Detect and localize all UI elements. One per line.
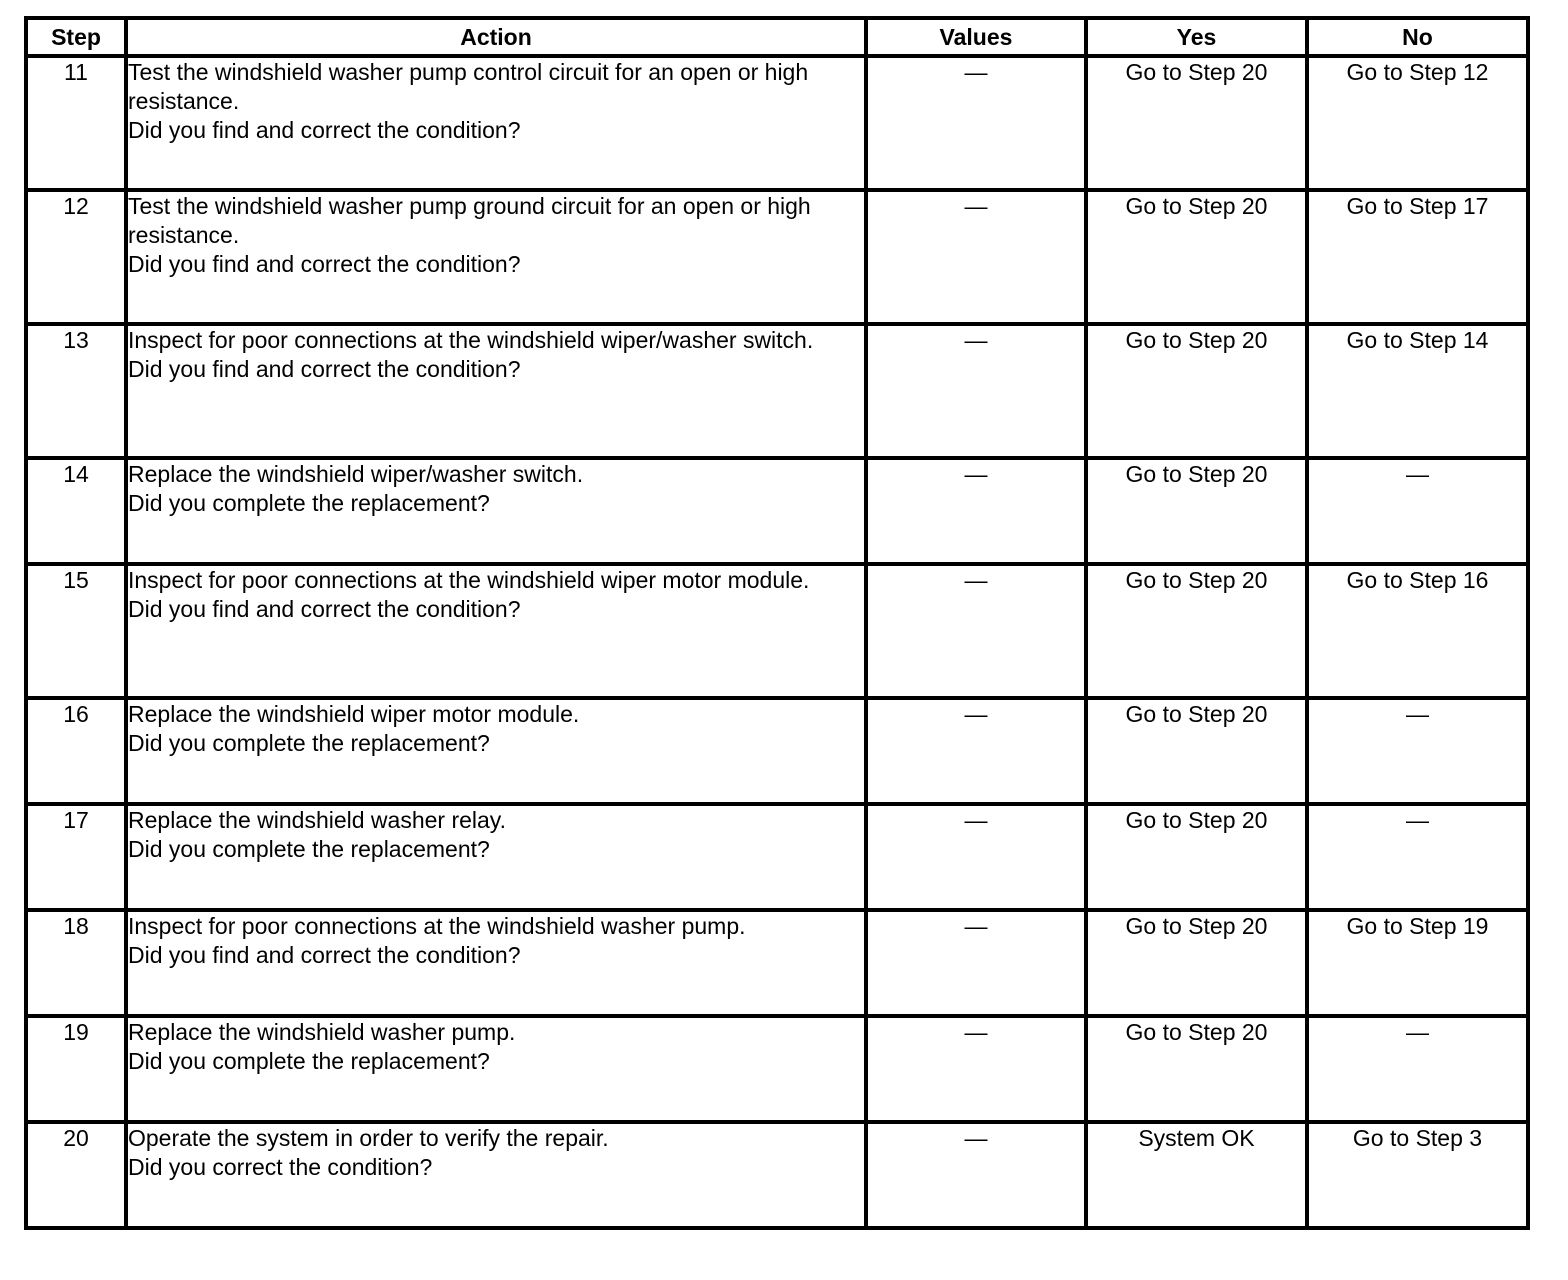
- values-cell: —: [866, 56, 1086, 190]
- action-statement: Inspect for poor connections at the windshield washer pump.: [128, 913, 746, 939]
- step-number: 19: [26, 1016, 126, 1122]
- values-cell: —: [866, 1016, 1086, 1122]
- action-statement: Operate the system in order to verify the repair.: [128, 1125, 609, 1151]
- yes-cell: System OK: [1086, 1122, 1307, 1228]
- header-row: [26, 18, 1528, 56]
- values-cell: —: [866, 190, 1086, 324]
- yes-cell: Go to Step 20: [1086, 190, 1307, 324]
- action-question: Did you complete the replacement?: [128, 1048, 490, 1074]
- yes-cell: Go to Step 20: [1086, 56, 1307, 190]
- yes-cell: Go to Step 20: [1086, 698, 1307, 804]
- yes-cell: Go to Step 20: [1086, 564, 1307, 698]
- table-row: [26, 190, 1528, 324]
- values-cell: —: [866, 324, 1086, 458]
- step-number: 14: [26, 458, 126, 564]
- action-cell: [126, 56, 866, 190]
- header-step: Step: [26, 18, 126, 56]
- no-cell: Go to Step 19: [1307, 910, 1528, 1016]
- action-statement: Inspect for poor connections at the windshield wiper/washer switch.: [128, 327, 814, 353]
- no-cell: Go to Step 17: [1307, 190, 1528, 324]
- yes-cell: Go to Step 20: [1086, 804, 1307, 910]
- action-cell: [126, 1122, 866, 1228]
- action-question: Did you find and correct the condition?: [128, 356, 521, 382]
- step-number: 20: [26, 1122, 126, 1228]
- header-no: No: [1307, 18, 1528, 56]
- values-cell: —: [866, 698, 1086, 804]
- table-row: [26, 698, 1528, 804]
- step-number: 15: [26, 564, 126, 698]
- values-cell: —: [866, 458, 1086, 564]
- no-cell: Go to Step 3: [1307, 1122, 1528, 1228]
- action-question: Did you find and correct the condition?: [128, 942, 521, 968]
- no-cell: —: [1307, 1016, 1528, 1122]
- action-statement: Replace the windshield wiper motor module.: [128, 701, 580, 727]
- no-cell: Go to Step 12: [1307, 56, 1528, 190]
- yes-cell: Go to Step 20: [1086, 1016, 1307, 1122]
- values-cell: —: [866, 910, 1086, 1016]
- action-question: Did you find and correct the condition?: [128, 251, 521, 277]
- action-cell: [126, 324, 866, 458]
- action-cell: [126, 564, 866, 698]
- table-row: [26, 56, 1528, 190]
- action-statement: Replace the windshield washer relay.: [128, 807, 506, 833]
- action-statement: Test the windshield washer pump ground circuit for an open or high resistance.: [128, 193, 811, 248]
- action-cell: [126, 910, 866, 1016]
- action-cell: [126, 458, 866, 564]
- action-cell: [126, 190, 866, 324]
- action-question: Did you complete the replacement?: [128, 490, 490, 516]
- step-number: 17: [26, 804, 126, 910]
- table-row: [26, 564, 1528, 698]
- step-number: 18: [26, 910, 126, 1016]
- action-cell: [126, 804, 866, 910]
- diagnostic-table: [24, 16, 1530, 1230]
- step-number: 12: [26, 190, 126, 324]
- header-values: Values: [866, 18, 1086, 56]
- action-question: Did you complete the replacement?: [128, 730, 490, 756]
- table-row: [26, 458, 1528, 564]
- table-row: [26, 1122, 1528, 1228]
- action-cell: [126, 1016, 866, 1122]
- action-question: Did you correct the condition?: [128, 1154, 433, 1180]
- no-cell: —: [1307, 458, 1528, 564]
- header-yes: Yes: [1086, 18, 1307, 56]
- no-cell: Go to Step 16: [1307, 564, 1528, 698]
- values-cell: —: [866, 1122, 1086, 1228]
- header-action: Action: [126, 18, 866, 56]
- table-row: [26, 910, 1528, 1016]
- action-statement: Replace the windshield wiper/washer switch.: [128, 461, 584, 487]
- no-cell: —: [1307, 804, 1528, 910]
- action-question: Did you find and correct the condition?: [128, 117, 521, 143]
- values-cell: —: [866, 564, 1086, 698]
- yes-cell: Go to Step 20: [1086, 458, 1307, 564]
- yes-cell: Go to Step 20: [1086, 324, 1307, 458]
- action-cell: [126, 698, 866, 804]
- step-number: 13: [26, 324, 126, 458]
- action-question: Did you find and correct the condition?: [128, 596, 521, 622]
- action-statement: Inspect for poor connections at the windshield wiper motor module.: [128, 567, 810, 593]
- step-number: 11: [26, 56, 126, 190]
- yes-cell: Go to Step 20: [1086, 910, 1307, 1016]
- action-question: Did you complete the replacement?: [128, 836, 490, 862]
- no-cell: Go to Step 14: [1307, 324, 1528, 458]
- table-row: [26, 324, 1528, 458]
- step-number: 16: [26, 698, 126, 804]
- action-statement: Replace the windshield washer pump.: [128, 1019, 516, 1045]
- action-statement: Test the windshield washer pump control circuit for an open or high resistance.: [128, 59, 809, 114]
- table-row: [26, 1016, 1528, 1122]
- values-cell: —: [866, 804, 1086, 910]
- table-row: [26, 804, 1528, 910]
- no-cell: —: [1307, 698, 1528, 804]
